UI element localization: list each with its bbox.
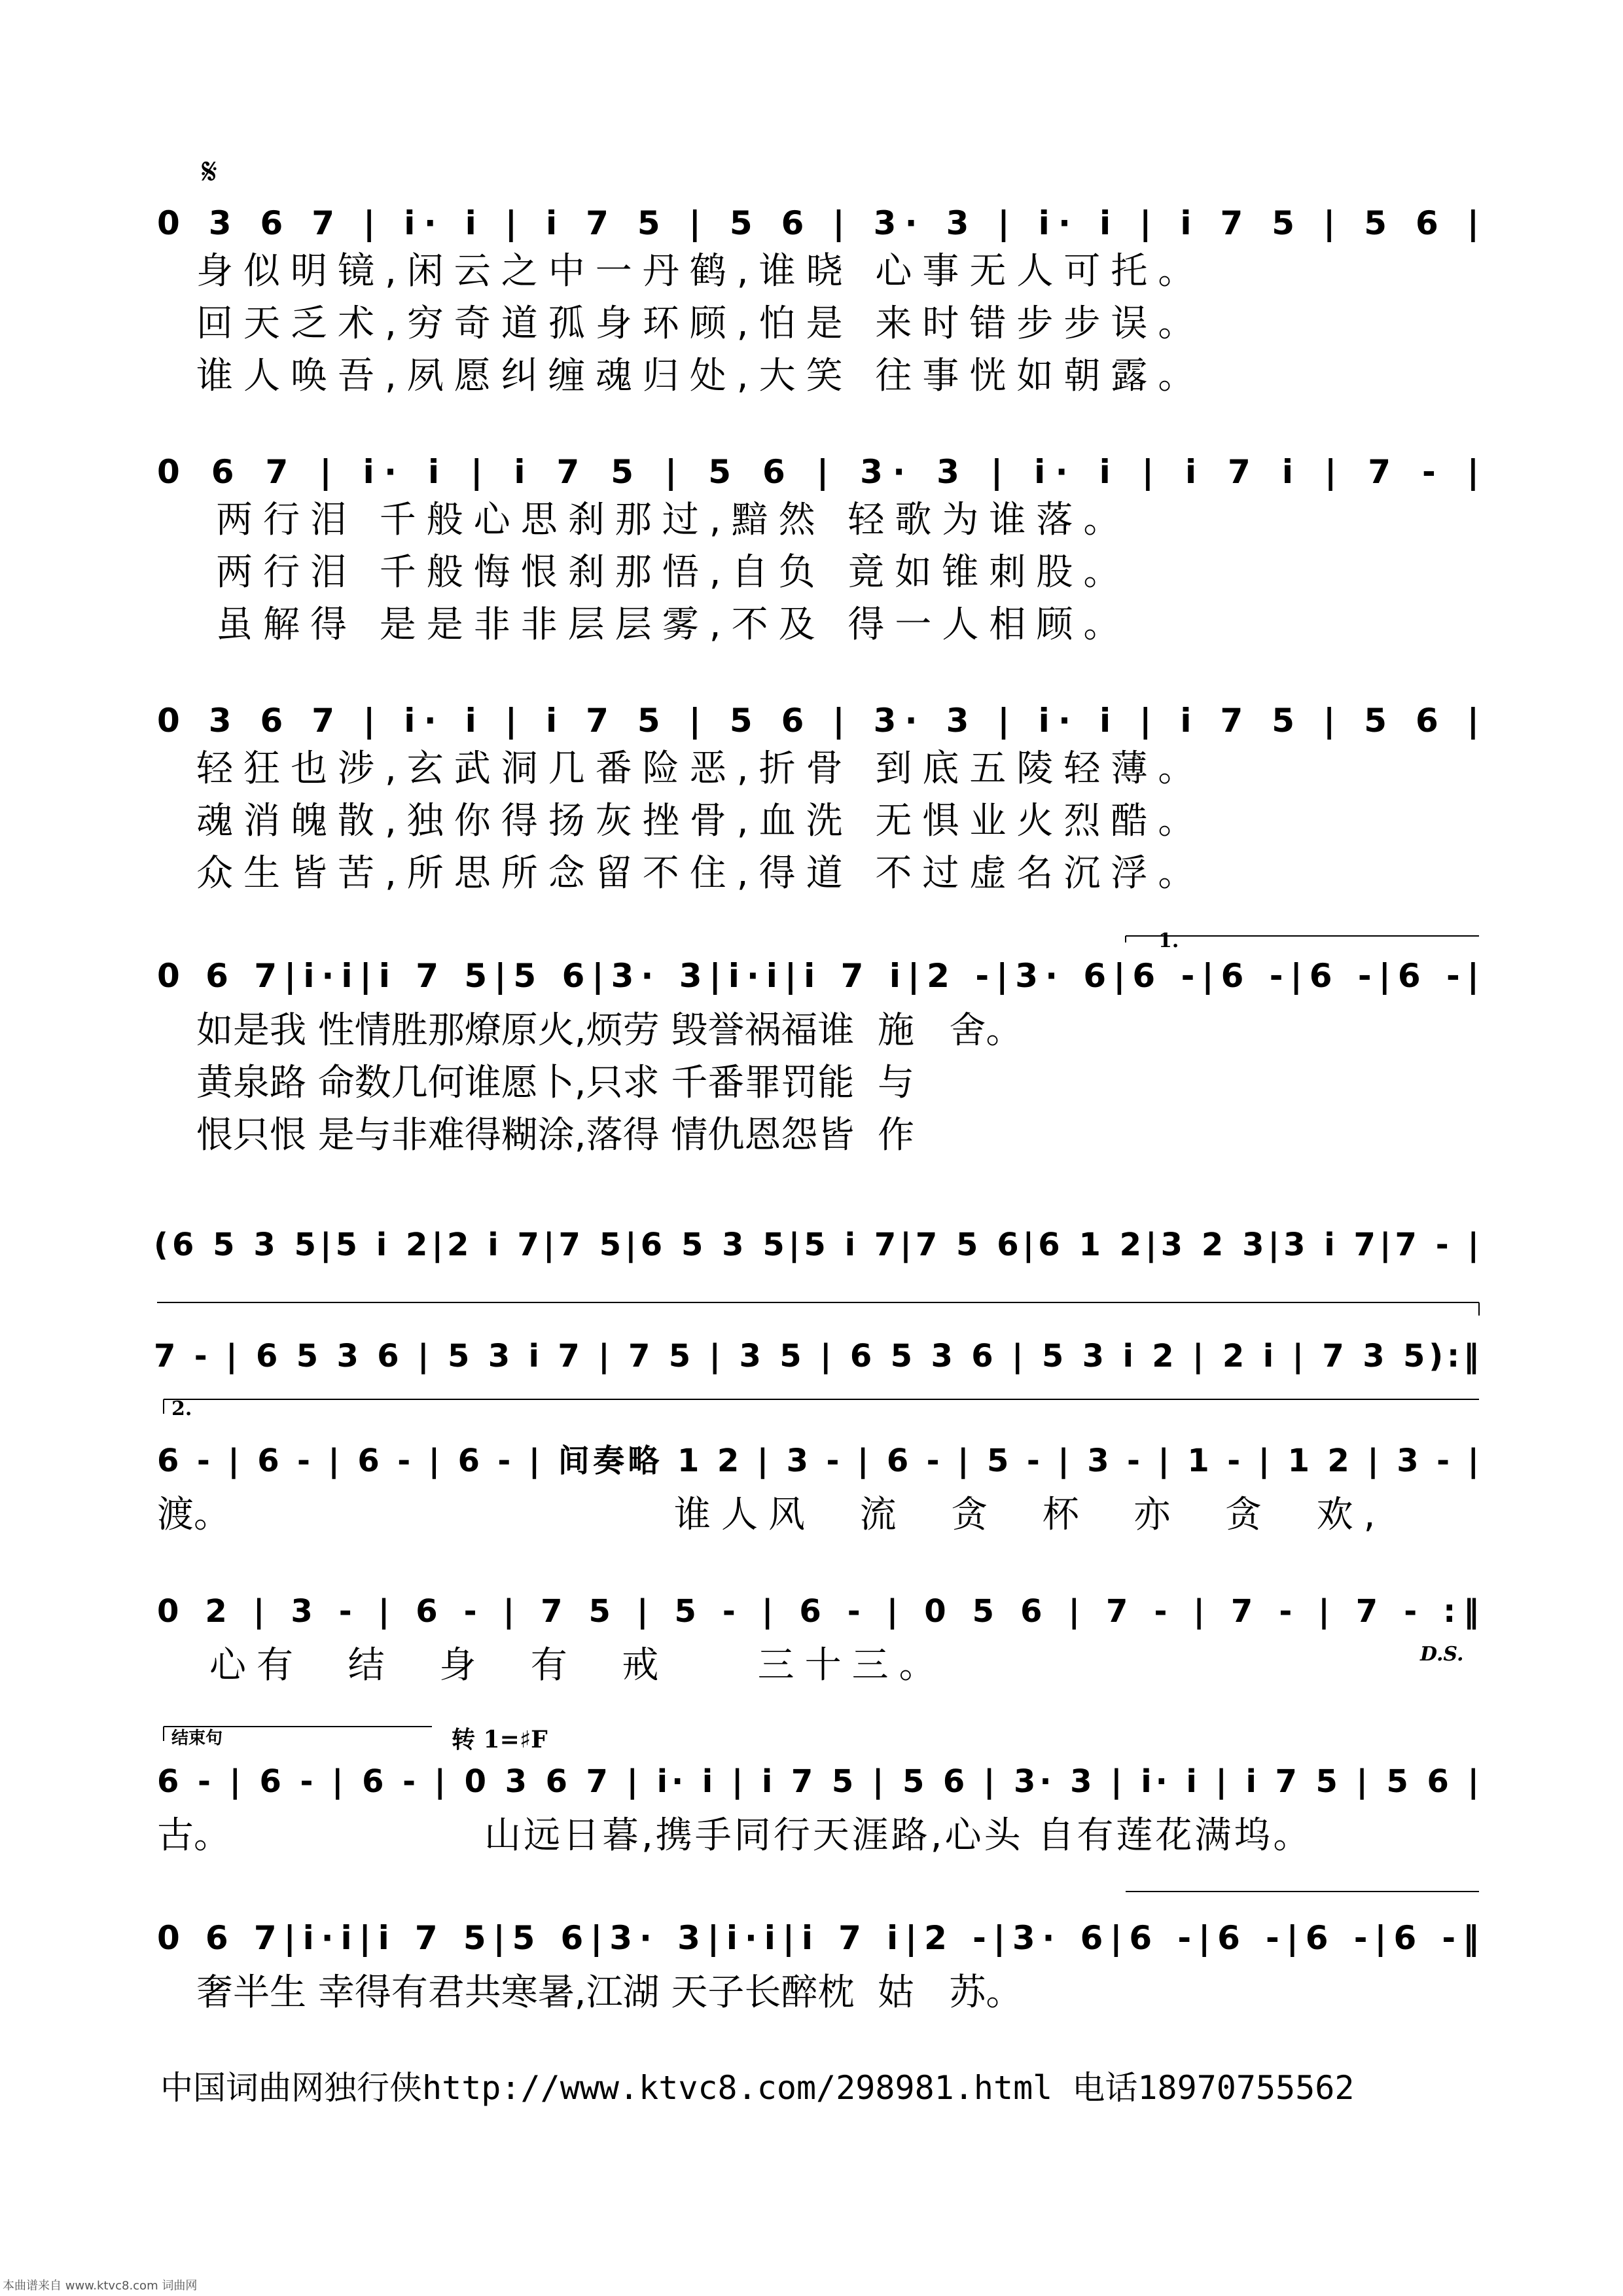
- lyric-line: 身似明镜,闲云之中一丹鹤,谁晓 心事无人可托。: [196, 250, 1205, 293]
- volta-2-bracket: [0, 1394, 1623, 1414]
- lyric-line: 虽解得 是是非非层层雾,不及 得一人相顾。: [216, 603, 1131, 646]
- notation-line: [0, 196, 1623, 249]
- lyric-line: 两行泪 千般心思刹那过,黯然 轻歌为谁落。: [216, 499, 1131, 541]
- notation-line: [0, 1217, 1623, 1270]
- volta-1-label: 1.: [1158, 929, 1179, 952]
- notation-line: [0, 1433, 1623, 1486]
- jianpu-notes: 0 3 6 7 | i· i | i 7 5 | 5 6 | 3· 3 | i· i | i 7 5 | 5 6 |: [157, 702, 1480, 740]
- lyric-line: 谁人唤吾,夙愿纠缠魂归处,大笑 往事恍如朝露。: [196, 355, 1205, 397]
- lyric-line: 奢半生 幸得有君共寒暑,江湖 天子长醉枕 姑 苏。: [196, 1971, 1023, 2014]
- notation-line: [0, 1754, 1623, 1806]
- jianpu-notes: 0 6 7 | i· i | i 7 5 | 5 6 | 3· 3 | i· i | i 7 i | 7 - |: [157, 453, 1479, 491]
- key-change-label: 转 1=♯F: [452, 1726, 548, 1753]
- lyric-line: 谁人风 流 贪 杯 亦 贪 欢,: [674, 1494, 1386, 1536]
- tie-line: [0, 1289, 1623, 1316]
- jianpu-notes: 6 - | 6 - | 6 - | 6 - | 间奏略 1 2 | 3 - | 6 - | 5 - | 3 - | 1 - | 1 2 | 3 - |: [157, 1443, 1479, 1479]
- volta-2-label: 2.: [171, 1397, 192, 1420]
- jianpu-notes: 0 6 7|i·i|i 7 5|5 6|3· 3|i·i|i 7 i|2 -|3· 6|6 -|6 -|6 -|6 -‖: [157, 1919, 1479, 1957]
- watermark: 本曲谱来自 www.ktvc8.com 词曲网: [3, 2279, 198, 2293]
- lyric-line: 众生皆苦,所思所念留不住,得道 不过虚名沉浮。: [196, 852, 1205, 895]
- lyric-line: 心有 结 身 有 戒 三十三。: [209, 1644, 946, 1687]
- lyric-line: 山远日暮,携手同行天涯路,心头 自有莲花满坞。: [484, 1814, 1313, 1857]
- lyric-line: 回天乏术,穷奇道孤身环顾,怕是 来时错步步误。: [196, 302, 1205, 345]
- jianpu-notes: 0 2 | 3 - | 6 - | 7 5 | 5 - | 6 - | 0 5 6 | 7 - | 7 - | 7 - :‖: [157, 1593, 1479, 1630]
- jianpu-notes: 0 3 6 7 | i· i | i 7 5 | 5 6 | 3· 3 | i· i | i 7 5 | 5 6 |: [157, 204, 1480, 242]
- system-9-notes: [0, 1754, 1623, 1806]
- notation-line: [0, 694, 1623, 746]
- segno-sign: 𝄋: [202, 151, 218, 193]
- notation-line: [0, 1911, 1623, 1964]
- jianpu-notes: 0 6 7|i·i|i 7 5|5 6|3· 3|i·i|i 7 i|2 -|3· 6|6 -|6 -|6 -|6 -|: [157, 957, 1479, 995]
- tie-line: [0, 1885, 1623, 1905]
- system-5-notes: [0, 1217, 1623, 1270]
- system-2-notes: [0, 445, 1623, 497]
- volta-1-bracket: [0, 923, 1623, 942]
- system-6-notes: [0, 1329, 1623, 1381]
- system-1-notes: [0, 196, 1623, 249]
- lyric-line: 渡。: [157, 1494, 230, 1536]
- jianpu-notes: (6 5 3 5|5 i 2|2 i 7|7 5|6 5 3 5|5 i 7|7 5 6|6 1 2|3 2 3|3 i 7|7 - |: [154, 1227, 1479, 1263]
- lyric-line: 古。: [157, 1814, 230, 1857]
- lyric-line: 黄泉路 命数几何谁愿卜,只求 千番罪罚能 与: [196, 1062, 915, 1104]
- coda-label: 结束句: [171, 1729, 223, 1748]
- lyric-line: 魂消魄散,独你得扬灰挫骨,血洗 无惧业火烈酷。: [196, 800, 1205, 842]
- ds-marking: D.S.: [1420, 1643, 1464, 1666]
- jianpu-notes: 7 - | 6 5 3 6 | 5 3 i 7 | 7 5 | 3 5 | 6 5 3 6 | 5 3 i 2 | 2 i | 7 3 5):‖: [154, 1338, 1480, 1374]
- lyric-line: 轻狂也涉,玄武洞几番险恶,折骨 到底五陵轻薄。: [196, 747, 1205, 790]
- notation-line: [0, 445, 1623, 497]
- system-3-notes: [0, 694, 1623, 746]
- coda-bracket: [0, 1721, 1623, 1741]
- system-8-notes: [0, 1584, 1623, 1636]
- footer-credit: 中国词曲网独行侠http://www.ktvc8.com/298981.html 电话18970755562: [160, 2069, 1355, 2107]
- notation-line: [0, 1584, 1623, 1636]
- system-7-notes: [0, 1433, 1623, 1486]
- system-4-notes: [0, 949, 1623, 1001]
- jianpu-notes: 6 - | 6 - | 6 - | 0 3 6 7 | i· i | i 7 5 | 5 6 | 3· 3 | i· i | i 7 5 | 5 6 |: [157, 1763, 1479, 1800]
- lyric-line: 恨只恨 是与非难得糊涂,落得 情仇恩怨皆 作: [196, 1114, 915, 1157]
- notation-line: [0, 1329, 1623, 1381]
- notation-line: [0, 949, 1623, 1001]
- system-10-notes: [0, 1911, 1623, 1964]
- lyric-line: 两行泪 千般悔恨刹那悟,自负 竟如锥刺股。: [216, 551, 1131, 594]
- lyric-line: 如是我 性情胜那燎原火,烦劳 毁誉祸福谁 施 舍。: [196, 1009, 1023, 1052]
